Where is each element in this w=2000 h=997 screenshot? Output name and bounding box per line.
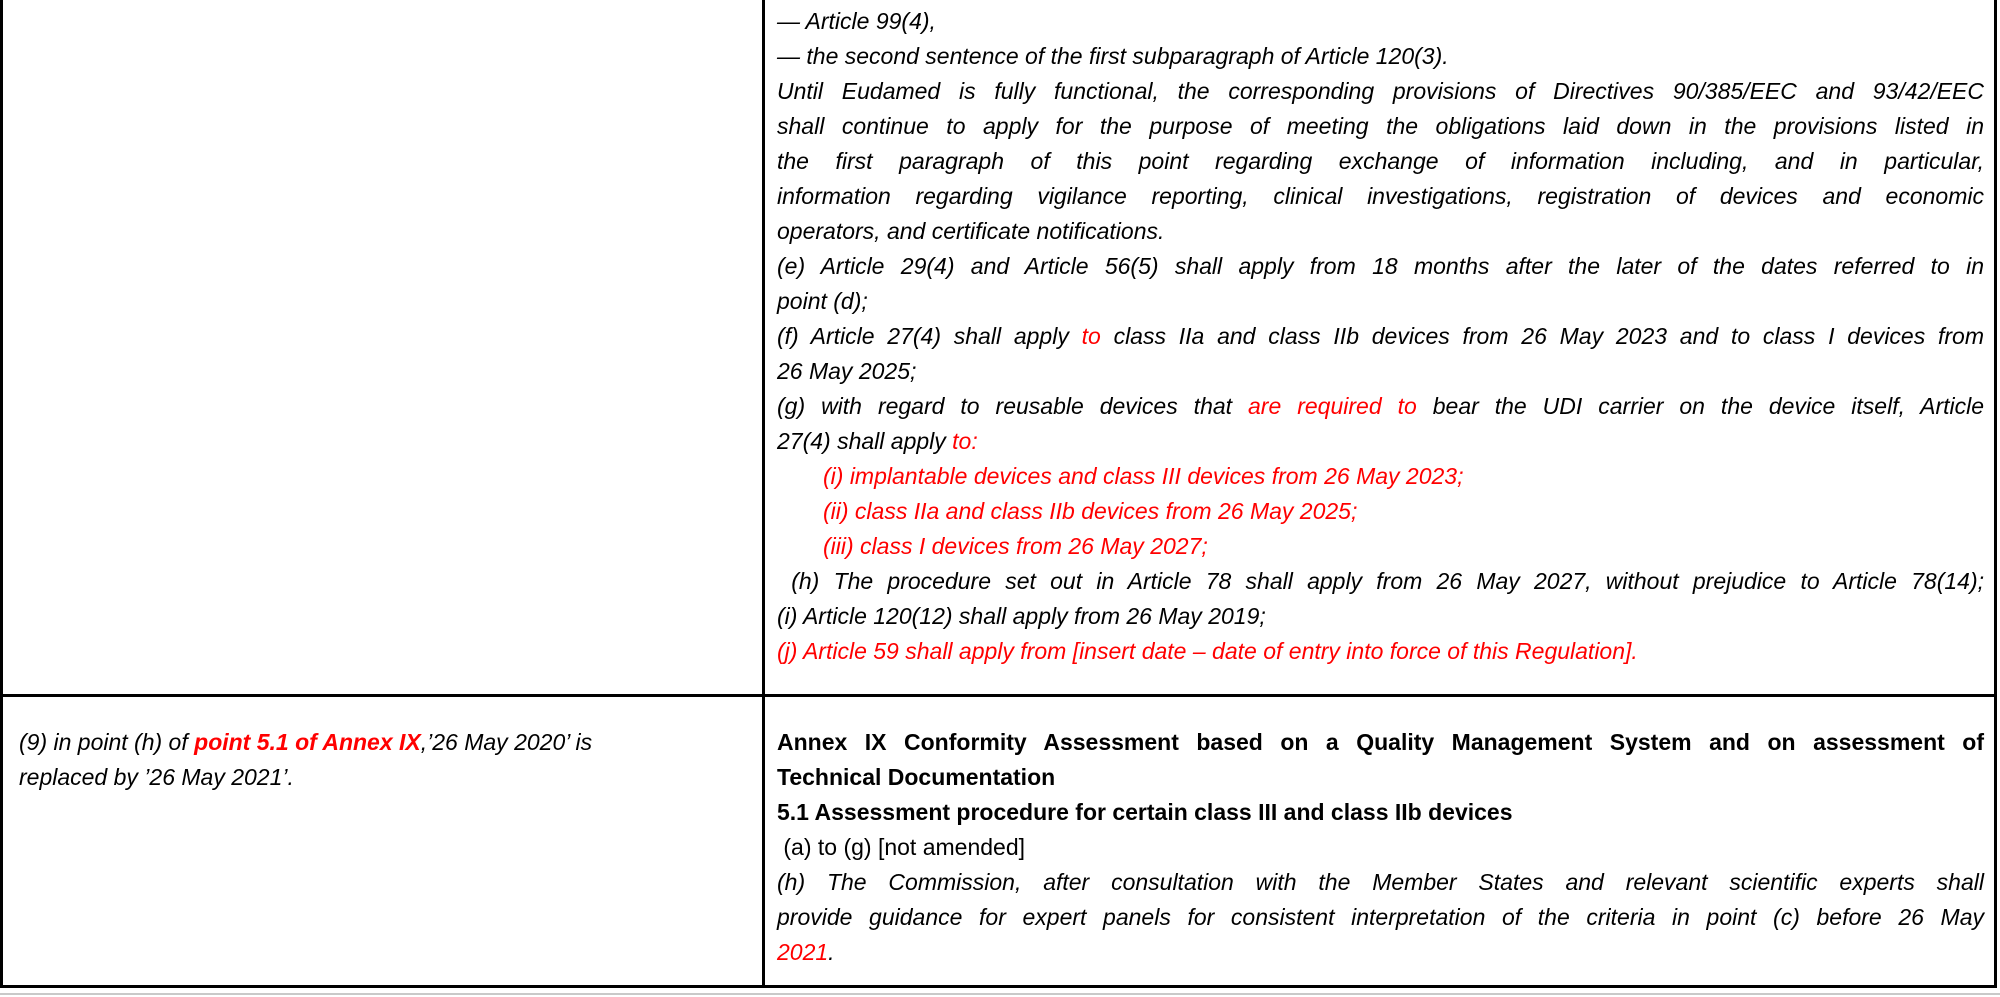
row2-provision-text-cell [765, 725, 1994, 970]
row2-amendment-cell [3, 725, 762, 795]
text-segment: provide guidance for expert panels for consistent interpretation of the criteria in point (c) before 26 May [777, 904, 1984, 930]
text-line [19, 760, 732, 795]
text-line [777, 935, 1984, 970]
text-segment: to: [952, 428, 978, 454]
text-segment: point 5.1 of Annex IX [194, 729, 421, 755]
text-segment: the first paragraph of this point regarding exchange of information including, and in particular, [777, 148, 1984, 174]
text-segment: (f) Article 27(4) shall apply [777, 323, 1082, 349]
text-line [777, 74, 1984, 109]
text-line [777, 4, 1984, 39]
text-segment: replaced by ’26 May 2021’. [19, 764, 294, 790]
row1-amendment-cell [3, 0, 762, 694]
text-line [777, 459, 1984, 494]
text-segment: 2021 [777, 939, 829, 965]
text-line [777, 865, 1984, 900]
text-segment: are required to [1248, 393, 1417, 419]
text-segment: (h) The procedure set out in Article 78 shall apply from 26 May 2027, without prejudice to Article 78(14); [777, 568, 1984, 594]
text-segment: bear the UDI carrier on the device itself, Article [1416, 393, 1985, 419]
table-border-bottom [0, 985, 1997, 988]
text-line [777, 529, 1984, 564]
text-segment: (a) to (g) [not amended] [777, 834, 1026, 860]
table-column-divider [762, 0, 765, 988]
text-segment: 27(4) shall apply [777, 428, 953, 454]
text-line [777, 424, 1984, 459]
row1-provision-text-cell [765, 4, 1994, 669]
text-line [777, 725, 1984, 760]
text-segment: 5.1 Assessment procedure for certain class III and class IIb devices [777, 799, 1513, 825]
text-line [777, 795, 1984, 830]
text-segment: class IIa and class IIb devices from 26 May 2023 and to class I devices from [1100, 323, 1984, 349]
text-line [777, 634, 1984, 669]
text-segment: Until Eudamed is fully functional, the corresponding provisions of Directives 90/385/EEC and 93/42/EEC [777, 78, 1984, 104]
text-segment: — the second sentence of the first subparagraph of Article 120(3). [777, 43, 1449, 69]
text-segment: to [1081, 323, 1101, 349]
text-line [777, 900, 1984, 935]
text-segment: shall continue to apply for the purpose of meeting the obligations laid down in the provisions listed in [777, 113, 1984, 139]
text-segment: operators, and certificate notifications. [777, 218, 1165, 244]
text-segment: (j) Article 59 shall apply from [insert date – date of entry into force of this Regulation]. [777, 638, 1638, 664]
text-segment: (h) The Commission, after consultation with the Member States and relevant scientific experts shall [777, 869, 1984, 895]
text-line [777, 214, 1984, 249]
text-line [777, 179, 1984, 214]
text-line [777, 284, 1984, 319]
table-row-divider [0, 694, 1997, 697]
text-line [777, 389, 1984, 424]
text-segment: (9) in point (h) of [19, 729, 195, 755]
text-segment: (e) Article 29(4) and Article 56(5) shall apply from 18 months after the later of the dates referred to in [777, 253, 1984, 279]
text-line [777, 599, 1984, 634]
text-line [777, 494, 1984, 529]
text-segment: point (d); [777, 288, 868, 314]
text-line [777, 144, 1984, 179]
text-segment: (ii) class IIa and class IIb devices from 26 May 2025; [823, 498, 1358, 524]
text-line [777, 249, 1984, 284]
text-line [777, 354, 1984, 389]
text-segment: information regarding vigilance reporting, clinical investigations, registration of devices and economic [777, 183, 1984, 209]
text-line [777, 830, 1984, 865]
text-line [777, 39, 1984, 74]
text-segment: Annex IX Conformity Assessment based on a Quality Management System and on assessment of [777, 729, 1984, 755]
text-segment: — Article 99(4), [777, 8, 936, 34]
text-segment: Technical Documentation [777, 764, 1056, 790]
text-segment: (g) with regard to reusable devices that [777, 393, 1249, 419]
table-border-right [1994, 0, 1997, 988]
table-border-left [0, 0, 3, 988]
text-segment: . [828, 939, 835, 965]
text-line [777, 760, 1984, 795]
text-line [777, 109, 1984, 144]
text-line [777, 564, 1984, 599]
text-segment: ,’26 May 2020’ is [420, 729, 593, 755]
text-segment: (iii) class I devices from 26 May 2027; [823, 533, 1208, 559]
page-cut-edge-line [0, 993, 2000, 995]
text-segment: (i) implantable devices and class III devices from 26 May 2023; [823, 463, 1464, 489]
text-line [777, 319, 1984, 354]
text-line [19, 725, 732, 760]
text-segment: (i) Article 120(12) shall apply from 26 May 2019; [777, 603, 1266, 629]
text-segment: 26 May 2025; [777, 358, 917, 384]
